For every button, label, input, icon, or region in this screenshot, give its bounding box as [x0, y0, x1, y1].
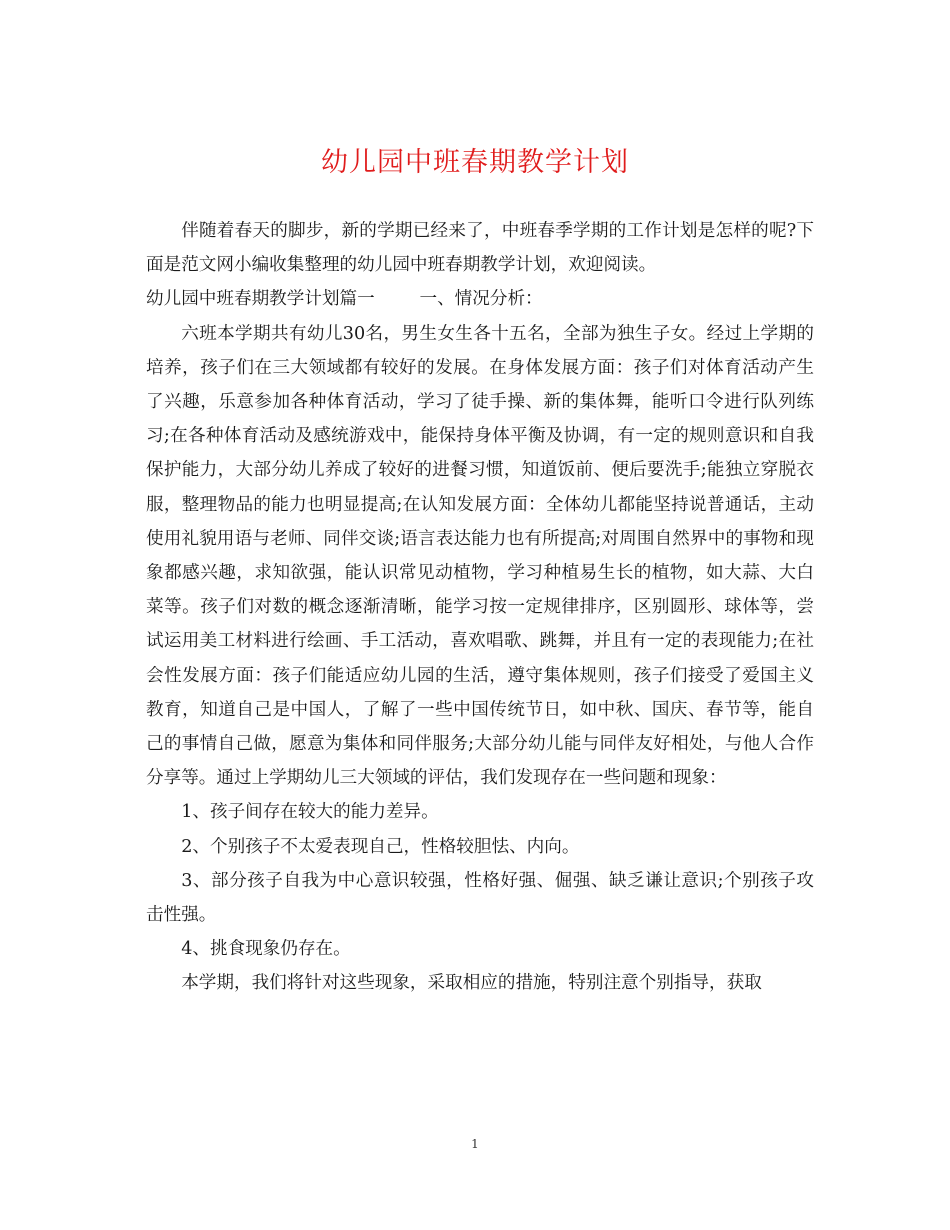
problem-item-1: 1、孩子间存在较大的能力差异。: [181, 802, 439, 823]
page-number: 1: [471, 1137, 479, 1151]
section-subheading: 一、情况分析：: [419, 289, 543, 310]
document-title: 幼儿园中班春期教学计划: [321, 147, 629, 178]
problem-item-4: 4、挑食现象仍存在。: [181, 939, 351, 960]
problem-item-2: 2、个别孩子不太爱表现自己，性格较胆怯、内向。: [181, 836, 580, 857]
intro-paragraph: 伴随着春天的脚步，新的学期已经来了，中班春季学期的工作计划是怎样的呢?下面是范文网小编收集整理的幼儿园中班春期教学计划，欢迎阅读。: [146, 221, 814, 276]
situation-paragraph: 六班本学期共有幼儿30名，男生女生各十五名，全部为独生子女。经过上学期的培养，孩子们在三大领域都有较好的发展。在身体发展方面：孩子们对体育活动产生了兴趣，乐意参加各种体育活动，学习了徒手操、新的集体舞，能听口令进行队列练习;在各种体育活动及感统游戏中，能保持身体平衡及协调，有一定的规则意识和自我保护能力，大部分幼儿养成了较好的进餐习惯，知道饭前、便后要洗手;能独立穿脱衣服，整理物品的能力也明显提高;在认知发展方面：全体幼儿都能坚持说普通话，主动使用礼貌用语与老师、同伴交谈;语言表达能力也有所提高;对周围自然界中的事物和现象都感兴趣，求知欲强，能认识常见动植物，学习种植易生长的植物，如大蒜、大白菜等。孩子们对数的概念逐渐清晰，能学习按一定规律排序，区别圆形、球体等，尝试运用美工材料进行绘画、手工活动，喜欢唱歌、跳舞，并且有一定的表现能力;在社会性发展方面：孩子们能适应幼儿园的生活，遵守集体规则，孩子们接受了爱国主义教育，知道自己是中国人，了解了一些中国传统节日，如中秋、国庆、春节等，能自己的事情自己做，愿意为集体和同伴服务;大部分幼儿能与同伴友好相处，与他人合作分享等。通过上学期幼儿三大领域的评估，我们发现存在一些问题和现象：: [146, 323, 814, 789]
problem-item-3: 3、部分孩子自我为中心意识较强，性格好强、倔强、缺乏谦让意识;个别孩子攻击性强。: [146, 870, 814, 926]
closing-paragraph: 本学期，我们将针对这些现象，采取相应的措施，特别注意个别指导，获取: [181, 973, 762, 994]
section-heading-line: [146, 282, 814, 316]
section-heading: 幼儿园中班春期教学计划篇一: [146, 289, 375, 310]
document-body: [146, 214, 814, 1001]
